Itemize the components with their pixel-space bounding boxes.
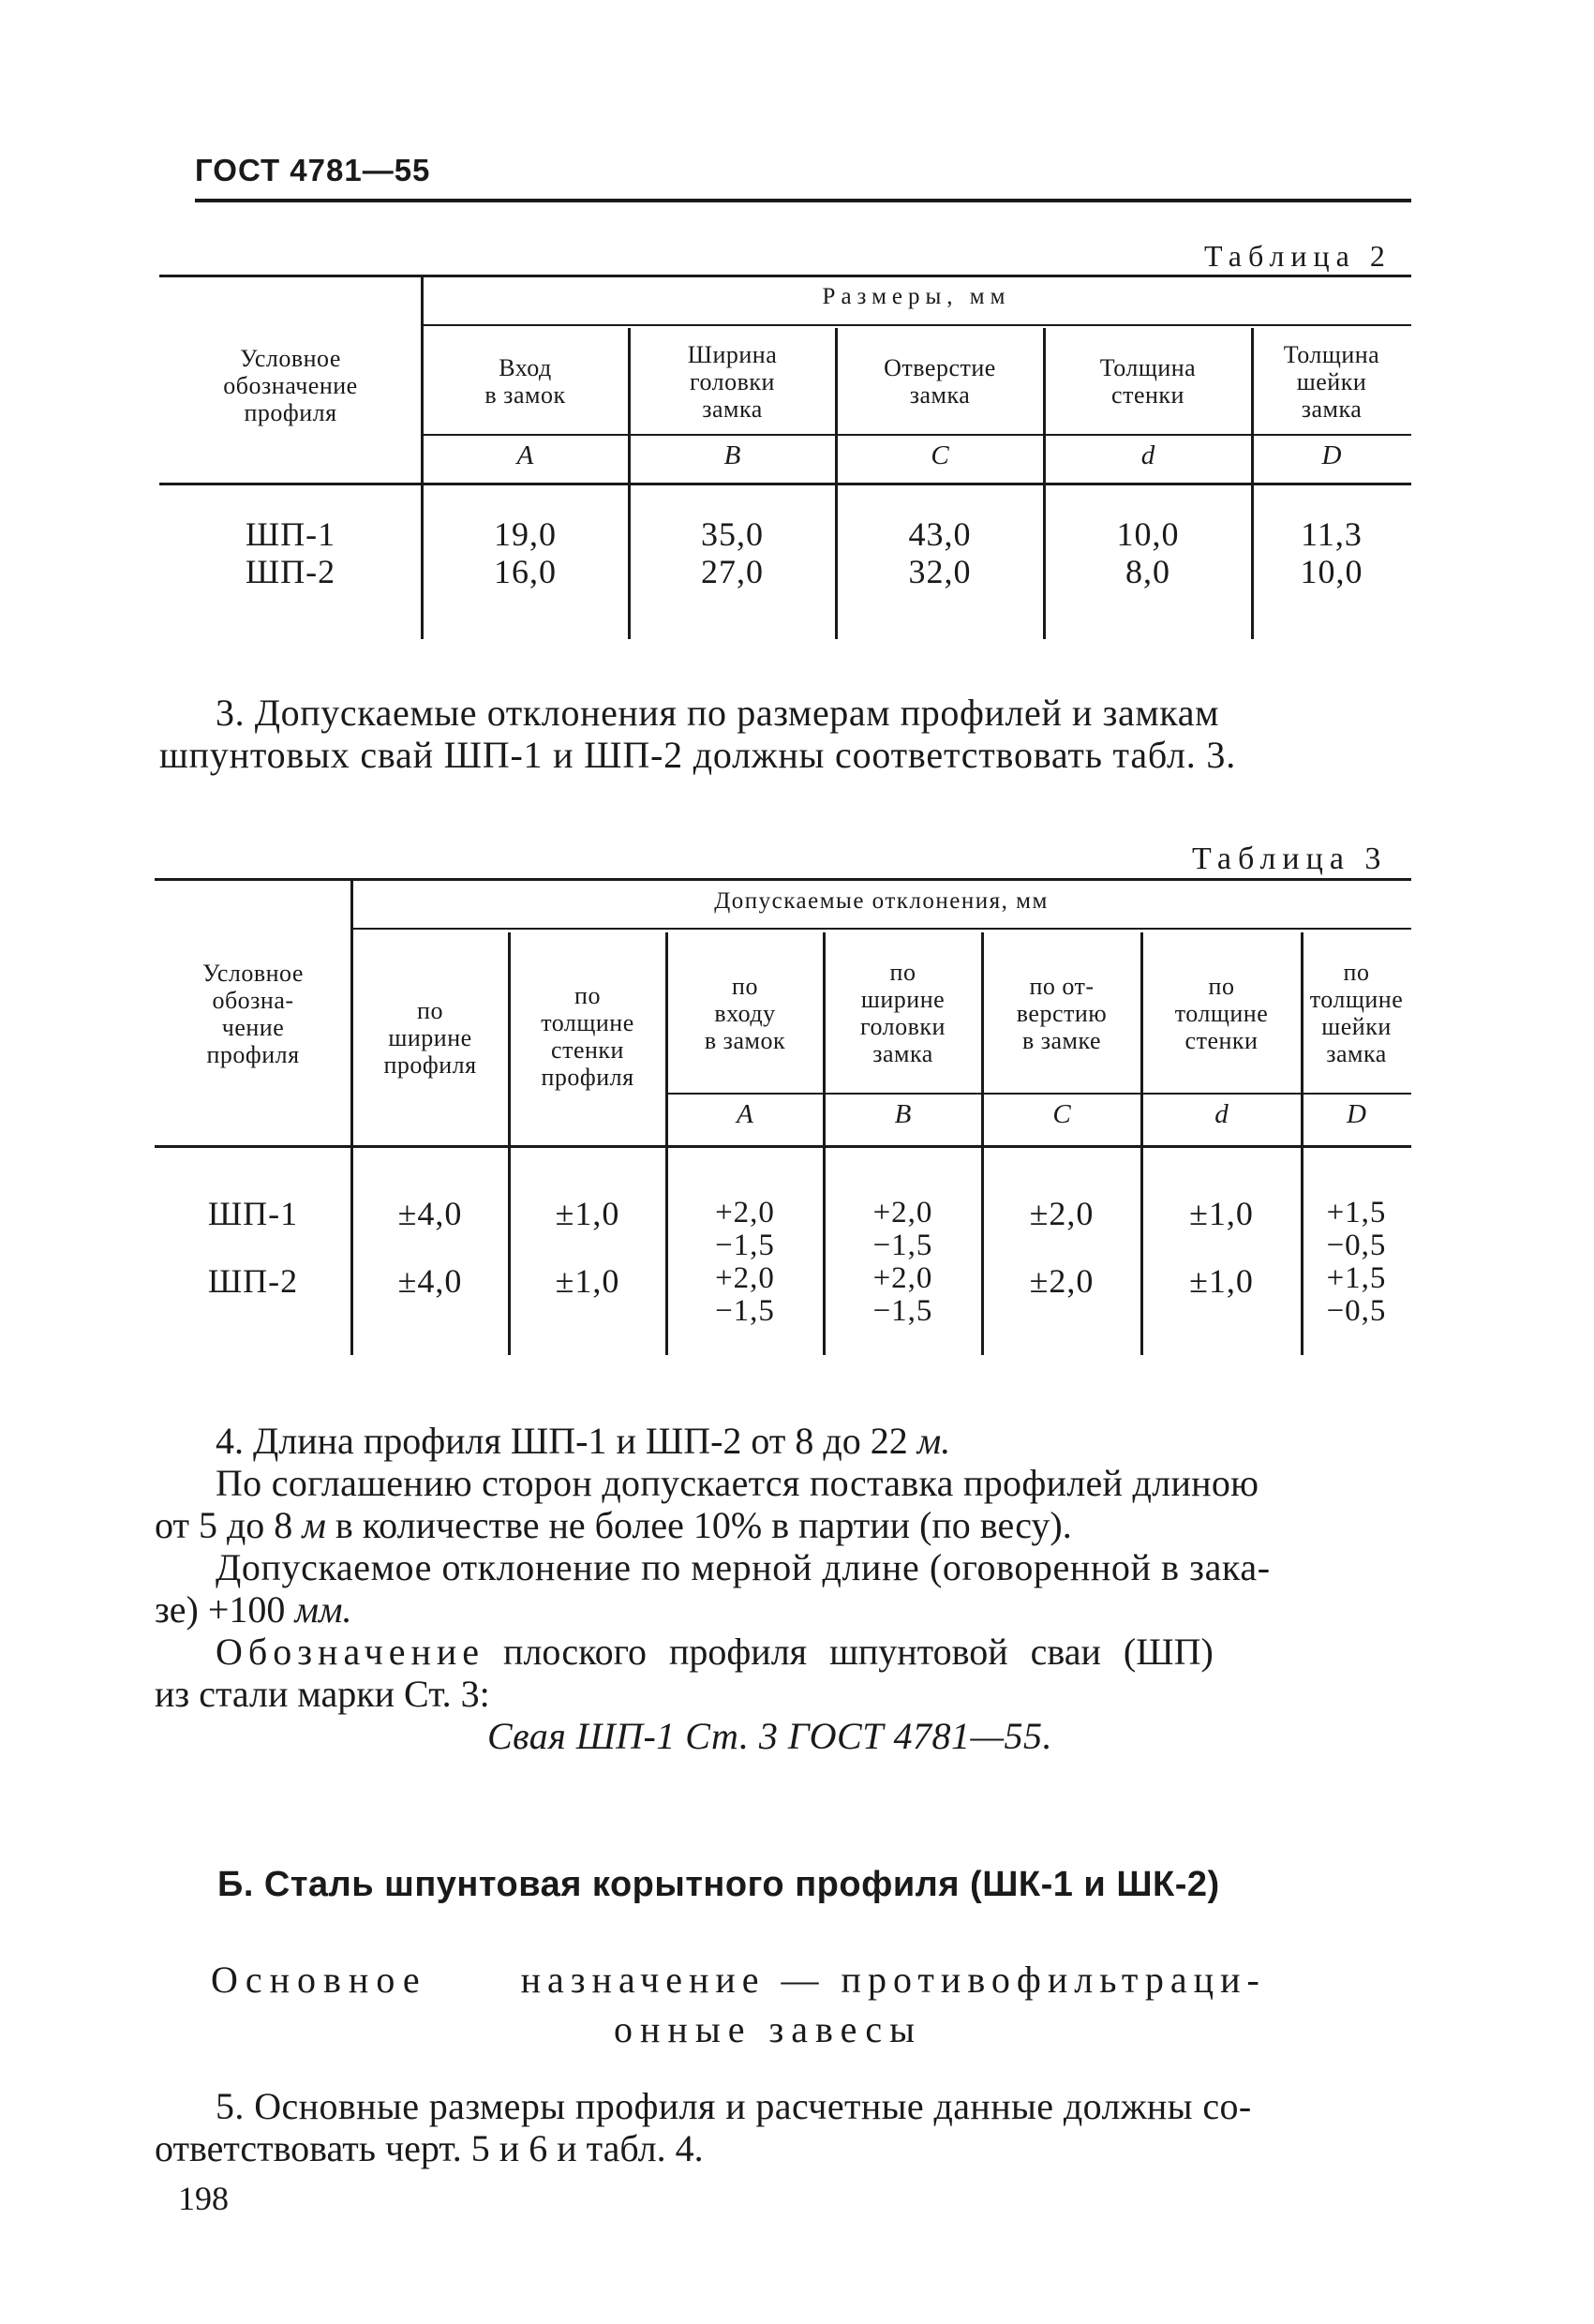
- table-3-group-rule: [351, 928, 1411, 930]
- table-2-divider: [835, 328, 838, 639]
- table-3-row-header: Условное обозна- чение профиля: [202, 960, 304, 1068]
- table-3-row-label: ШП-1: [207, 1195, 299, 1232]
- page-number: 198: [178, 2180, 229, 2217]
- table-3-cell: +1,5 −0,5: [1326, 1261, 1387, 1328]
- section-b-purpose-line-2: онные завесы: [614, 2008, 923, 2050]
- table-3-cell: +2,0 −1,5: [715, 1196, 775, 1262]
- section-b-heading: Б. Сталь шпунтовая корытного профиля (ШК-1 и ШК-2): [217, 1865, 1220, 1904]
- table-2-divider: [628, 328, 631, 639]
- table-2-col-c-values: 43,0 32,0: [908, 515, 972, 590]
- table-3-col-header-wall: по толщине стенки: [1174, 973, 1269, 1054]
- table-2-group-header: Размеры, мм: [822, 284, 1011, 309]
- table-2-symbol-c: C: [931, 440, 949, 470]
- table-2-caption: Таблица 2: [1204, 239, 1392, 273]
- table-3-symbol-dd: D: [1347, 1099, 1366, 1129]
- paragraph-4: 4. Длина профиля ШП-1 и ШП-2 от 8 до 22 м. По соглашению сторон допускается поставка профилей длиною от 5 до 8 м в количестве не более 10% в партии (по весу). Допускаемое отклонение по мерной длине (оговоренной в зака- зе) +100 мм. Обозначение плоского профиля шпунтовой сваи (ШП) из стали марки Ст. 3:: [155, 1420, 1271, 1715]
- table-2-col-d-values: 10,0 8,0: [1116, 515, 1180, 590]
- table-2-symbol-rule: [422, 434, 1411, 436]
- table-2-col-dd-values: 11,3 10,0: [1300, 515, 1363, 590]
- table-3-row-label: ШП-2: [207, 1262, 299, 1300]
- table-3-cell: ±4,0: [397, 1195, 463, 1232]
- table-3-cell: ±1,0: [1189, 1195, 1254, 1232]
- table-2-divider: [1251, 328, 1254, 639]
- table-2-symbol-dd: D: [1321, 440, 1342, 470]
- paragraph-3: 3. Допускаемые отклонения по размерам профилей и замкам шпунтовых свай ШП-1 и ШП-2 должны соответствовать табл. 3.: [159, 692, 1236, 776]
- table-2-symbol-b: B: [723, 440, 741, 470]
- table-3-top-rule: [155, 878, 1411, 881]
- table-2-symbol-a: A: [516, 440, 534, 470]
- table-3-cell: +2,0 −1,5: [872, 1261, 933, 1328]
- table-3-col-header-entry: по входу в замок: [704, 973, 786, 1054]
- designation-example: Свая ШП-1 Ст. 3 ГОСТ 4781—55.: [487, 1715, 1053, 1757]
- table-3-header-bottom-rule: [155, 1145, 1411, 1148]
- table-3-cell: ±1,0: [1189, 1262, 1254, 1300]
- table-3-symbol-a: A: [737, 1099, 753, 1129]
- table-3-cell: ±4,0: [397, 1262, 463, 1300]
- table-2-col-header-wall: Толщина стенки: [1099, 354, 1197, 409]
- table-3-symbol-b: B: [894, 1099, 912, 1129]
- table-2-col-header-neck: Толщина шейки замка: [1283, 341, 1380, 423]
- table-3-cell: ±2,0: [1029, 1262, 1095, 1300]
- paragraph-5: 5. Основные размеры профиля и расчетные данные должны со- ответствовать черт. 5 и 6 и табл. 4.: [155, 2085, 1252, 2169]
- table-2-header-bottom-rule: [159, 483, 1411, 485]
- table-3-symbol-d: d: [1214, 1099, 1229, 1129]
- table-2-symbol-d: d: [1140, 440, 1155, 470]
- header-rule: [195, 199, 1411, 202]
- table-2-row-labels: ШП-1 ШП-2: [245, 515, 336, 590]
- table-3-cell: ±1,0: [555, 1195, 620, 1232]
- table-3-col-header-head-width: по ширине головки замка: [860, 959, 946, 1067]
- table-3-col-header-wall-thickness: по толщине стенки профиля: [541, 982, 634, 1091]
- table-2-top-rule: [159, 275, 1411, 277]
- table-3-cell: ±2,0: [1029, 1195, 1095, 1232]
- table-2-col-header-head-width: Ширина головки замка: [687, 341, 778, 423]
- table-3-col-header-width: по ширине профиля: [383, 997, 477, 1079]
- table-2-col-b-values: 35,0 27,0: [701, 515, 764, 590]
- table-3-cell: +1,5 −0,5: [1326, 1196, 1387, 1262]
- table-3-symbol-rule: [666, 1093, 1411, 1095]
- table-2-col-a-values: 19,0 16,0: [494, 515, 557, 590]
- table-3-cell: +2,0 −1,5: [872, 1196, 933, 1262]
- table-2-col-header-opening: Отверстие замка: [884, 354, 996, 409]
- table-3-cell: ±1,0: [555, 1262, 620, 1300]
- document-code: ГОСТ 4781—55: [195, 153, 431, 187]
- table-2-col-header-entry: Вход в замок: [484, 354, 566, 409]
- table-3-group-header: Допускаемые отклонения, мм: [714, 888, 1049, 914]
- table-3-caption: Таблица 3: [1192, 842, 1388, 876]
- section-b-purpose-line-1: Основное назначение — противофильтраци-: [211, 1959, 1266, 2001]
- table-2-group-rule: [422, 324, 1411, 326]
- table-2-divider: [1043, 328, 1046, 639]
- table-3-col-header-neck: по толщине шейки замка: [1309, 959, 1404, 1067]
- table-3-col-header-opening: по от- верстию в замке: [1016, 973, 1108, 1054]
- table-2-row-header: Условное обозначение профиля: [223, 345, 358, 426]
- table-3-symbol-c: C: [1052, 1099, 1071, 1129]
- table-3-cell: +2,0 −1,5: [715, 1261, 775, 1328]
